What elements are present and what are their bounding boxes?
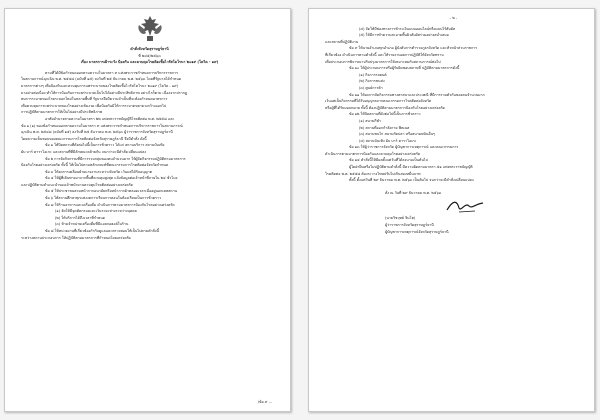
document-page-1 (4, 8, 291, 412)
body-line: การปฏิบัติตามมาตรการให้เป็นไปอย่างมีประสิทธิภาพ (21, 110, 103, 115)
body-line: และปฏิบัติตามคำแนะนำของเจ้าพนักงานควบคุมโรคติดต่ออย่างเคร่งครัด (21, 182, 133, 187)
body-line: และสถานที่ปฏิบัติงาน (325, 39, 359, 44)
issuing-authority: คำสั่งจังหวัดสุราษฎร์ธานี (130, 47, 169, 51)
page-2-content (325, 15, 582, 235)
body-line: ข้อ ๑๓ ให้ผู้ว่าราชการจังหวัด ผู้บัญชาการเหตุการณ์ และคณะกรรมการ (349, 145, 459, 150)
body-line: (๑) สนามกีฬา (359, 118, 381, 123)
body-line: ข้อ ๕ ให้ประชาชนสวมหน้ากากอนามัยหรือหน้ากากผ้าตลอดเวลาเมื่ออยู่นอกเคหสถาน (45, 189, 178, 194)
body-line: ในสถานการณ์ฉุกเฉิน พ.ศ. ๒๕๔๘ (ฉบับที่ ๑๕) ลงวันที่ ๒๕ ธันวาคม พ.ศ. ๒๕๖๓ โดยที่รัฐบาลได้กำหนด (21, 77, 182, 82)
body-line: (๓) สนามชนไก่ สนามกัดปลา หรือสนามพนันอื่นๆ (359, 132, 435, 137)
body-line: ข้อ ๑๔ คำสั่งนี้ให้มีผลตั้งแต่วันที่ได้ลงนามเป็นต้นไป (349, 158, 428, 163)
body-line: (๑) กิจการรถยนต์ (359, 72, 387, 77)
body-line: (๔) จัดให้มีช่องทางการชำระเงินแบบออนไลน์หรือแบบไร้สัมผัส (359, 26, 456, 31)
body-line: ข้อ ๑๒ ให้ปิดสถานที่ดังต่อไปนี้เป็นการชั่วคราว (349, 112, 421, 117)
body-line: ข้อ ๑ ให้ปิดสถานที่ดังต่อไปนี้เป็นการชั่วคราว ได้แก่ สถานบริการ สถานบันเทิง (45, 143, 165, 148)
body-line: ข้อ ๑๑ ให้งดการจัดกิจกรรมทางศาสนาและประเพณี ที่มีการรวมตัวกันของคนจำนวนมาก (349, 92, 485, 97)
body-line: (๓) ศูนย์การค้า (359, 85, 383, 90)
body-line: ข้อ ๑ (๑) ของข้อกำหนดออกตามความในมาตรา ๙ แห่งพระราชกำหนดการบริหารราชการในสถานการณ์ (21, 123, 183, 128)
body-line: มาตรการต่างๆ เพื่อป้องกันและควบคุมการแพร่ระบาดของโรคติดเชื้อไวรัสโคโรนา ๒๐๑๙ (โควิด - ๑๙) (21, 83, 179, 88)
garuda-emblem-icon (135, 15, 165, 43)
order-number: ที่ ๒๔๕/๒๕๖๓ (138, 53, 161, 58)
body-line: โรคติดต่อ พ.ศ. ๒๕๕๘ ต้องระวางโทษปรับไม่เกินสองหมื่นบาท (325, 171, 421, 176)
body-line: ผู้ใดฝ่าฝืนหรือไม่ปฏิบัติตามคำสั่งนี้ มีความผิดตามมาตรา ๕๑ แห่งพระราชบัญญัติ (349, 165, 473, 170)
body-line: (๒) ให้บริการได้ถึงเวลาที่กำหนด (55, 215, 106, 220)
signer-title: ผู้ว่าราชการจังหวัดสุราษฎร์ธานี (385, 223, 434, 228)
signer-role: ผู้บัญชาการเหตุการณ์จังหวัดสุราษฎร์ธานี (385, 229, 449, 234)
body-line: ผับ บาร์ คาราโอเกะ และสถานที่ที่มีลักษณะคล้ายกัน จนกว่าจะมีคำสั่งเปลี่ยนแปลง (21, 149, 147, 154)
body-line: เว้นแต่เป็นกิจกรรมที่ได้รับอนุญาตจากคณะกรรมการโรคติดต่อจังหวัด (325, 99, 432, 104)
body-line: หรือผู้ที่ได้รับมอบหมาย ทั้งนี้ ต้องปฏิบัติตามมาตรการป้องกันโรคอย่างเคร่งครัด (325, 105, 445, 110)
body-line: เพื่อประกอบการพิจารณาปรับปรุงมาตรการให้เหมาะสมกับสถานการณ์ต่อไป (325, 59, 441, 64)
body-line: (๒) สถานที่ออกกำลังกาย ฟิตเนส (359, 125, 410, 130)
body-line: (๒) กิจการขนส่ง (359, 79, 385, 84)
body-line: ระหว่างสถานประกอบการ ให้ปฏิบัติตามมาตรการที่กำหนดโดยเคร่งครัด (21, 235, 131, 240)
continuation-note: /ข้อ ๙ ... (257, 400, 272, 404)
body-line: ข้อ ๒ การจัดกิจกรรมที่มีการรวมกลุ่มของคนจำนวนมาก ให้ผู้จัดกิจกรรมปฏิบัติตามมาตรการ (45, 156, 186, 161)
body-line: (๓) ห้ามจำหน่ายเครื่องดื่มที่มีแอลกอฮอล์ในร้าน (55, 222, 129, 227)
order-date: สั่ง ณ วันที่ ๒๙ ธันวาคม พ.ศ. ๒๕๖๓ (385, 190, 442, 195)
page-1-content (21, 15, 278, 241)
body-line: มาอย่างต่อเนื่อง ทำให้การป้องกันการแพร่ระบาดเป็นไปได้อย่างมีประสิทธิภาพ อย่างไรก็ตาม เนื่องจากปรากฏ (21, 90, 188, 95)
page-number: - ๒ - (449, 16, 458, 20)
body-line: ข้อ ๑๐ ให้ผู้ประกอบการหรือผู้รับผิดชอบสถานที่ ปฏิบัติตามมาตรการดังนี้ (349, 66, 460, 71)
signer-name: (นายวิชวุทย์ จินโต) (385, 216, 416, 221)
body-line: (๑) จัดให้มีจุดคัดกรองและเว้นระยะห่างระหว่างบุคคล (55, 209, 137, 214)
body-line: พบการระบาดของโรคระลอกใหม่ในหลายพื้นที่ รัฐบาลจึงมีความจำเป็นที่จะต้องกำหนดมาตรการ (21, 97, 168, 102)
body-line: ข้อ ๘ ให้หน่วยงานที่เกี่ยวข้องกำกับดูแลและตรวจสอบให้เป็นไปตามคำสั่งนี้ (45, 229, 159, 234)
signature-icon (445, 198, 485, 214)
body-line: ข้อ ๓ ให้งดการเคลื่อนย้ายแรงงานระหว่างจังหวัด เว้นแต่ได้รับอนุญาต (45, 169, 153, 174)
body-line: โดยความเห็นชอบของคณะกรรมการโรคติดต่อจังหวัดสุราษฎร์ธานี จึงมีคำสั่ง ดังนี้ (21, 136, 147, 141)
order-subject: เรื่อง มาตรการเฝ้าระวัง ป้องกัน และควบคุมโรคติดเชื้อไวรัสโคโรนา ๒๐๑๙ (โควิด - ๑๙) (80, 60, 219, 65)
body-line: (๕) ให้มีการทำความสะอาดพื้นผิวสัมผัสร่วมอย่างสม่ำเสมอ (359, 33, 449, 38)
body-line: ข้อ ๗ ให้ร้านอาหารและเครื่องดื่ม ดำเนินการตามมาตรการป้องกันโรคอย่างเคร่งครัด (45, 202, 175, 207)
body-line: ป้องกันโรคอย่างเคร่งครัด ทั้งนี้ ให้เป็นไปตามหลักเกณฑ์ที่คณะกรรมการโรคติดต่อจังหวัดกำหนด (21, 163, 169, 168)
body-line: ข้อ ๖ ให้สถานศึกษาทุกแห่งงดการเรียนการสอนในห้องเรียนเป็นการชั่วคราว (45, 196, 161, 201)
body-line: ตามที่ได้มีข้อกำหนดออกตามความในมาตรา ๙ แห่งพระราชกำหนดการบริหารราชการ (45, 70, 178, 75)
body-line: (๔) สถานบันเทิง ผับ บาร์ คาราโอเกะ (359, 138, 417, 143)
body-line: ข้อ ๔ ให้ผู้ที่เดินทางมาจากพื้นที่ควบคุมสูงสุด แจ้งข้อมูลต่อเจ้าหน้าที่ภายใน ๒๔ ชั่วโมง (45, 176, 178, 181)
body-line: อาศัยอำนาจตามความในมาตรา ๒๒ แห่งพระราชบัญญัติโรคติดต่อ พ.ศ. ๒๕๕๘ และ (45, 116, 175, 121)
body-line: ฉุกเฉิน พ.ศ. ๒๕๔๘ (ฉบับที่ ๑๕) ลงวันที่ ๒๕ ธันวาคม พ.ศ. ๒๕๖๓ ผู้ว่าราชการจังหวัดสุราษฎร์ธานี (21, 130, 173, 135)
body-line: ข้อ ๙ ให้นายอำเภอทุกอำเภอ ผู้บังคับการตำรวจภูธรจังหวัด และหัวหน้าส่วนราชการ (349, 46, 478, 51)
body-line: ที่เกี่ยวข้อง ดำเนินการตามคำสั่งนี้ และให้รายงานผลการปฏิบัติให้จังหวัดทราบ (325, 52, 444, 57)
body-line: เพื่อควบคุมการแพร่ระบาดของโรคอย่างเข้มงวด เพื่อป้องกันมิให้การระบาดขยายวงกว้างออกไป (21, 103, 167, 108)
body-line: ดำเนินการตามมาตรการป้องกันและควบคุมโรคอย่างเคร่งครัด (325, 151, 421, 156)
body-line: ทั้งนี้ ตั้งแต่วันที่ ๒๙ ธันวาคม พ.ศ. ๒๕๖๓ เป็นต้นไป จนกว่าจะมีคำสั่งเปลี่ยนแปลง (349, 178, 474, 183)
document-page-2 (308, 8, 595, 412)
